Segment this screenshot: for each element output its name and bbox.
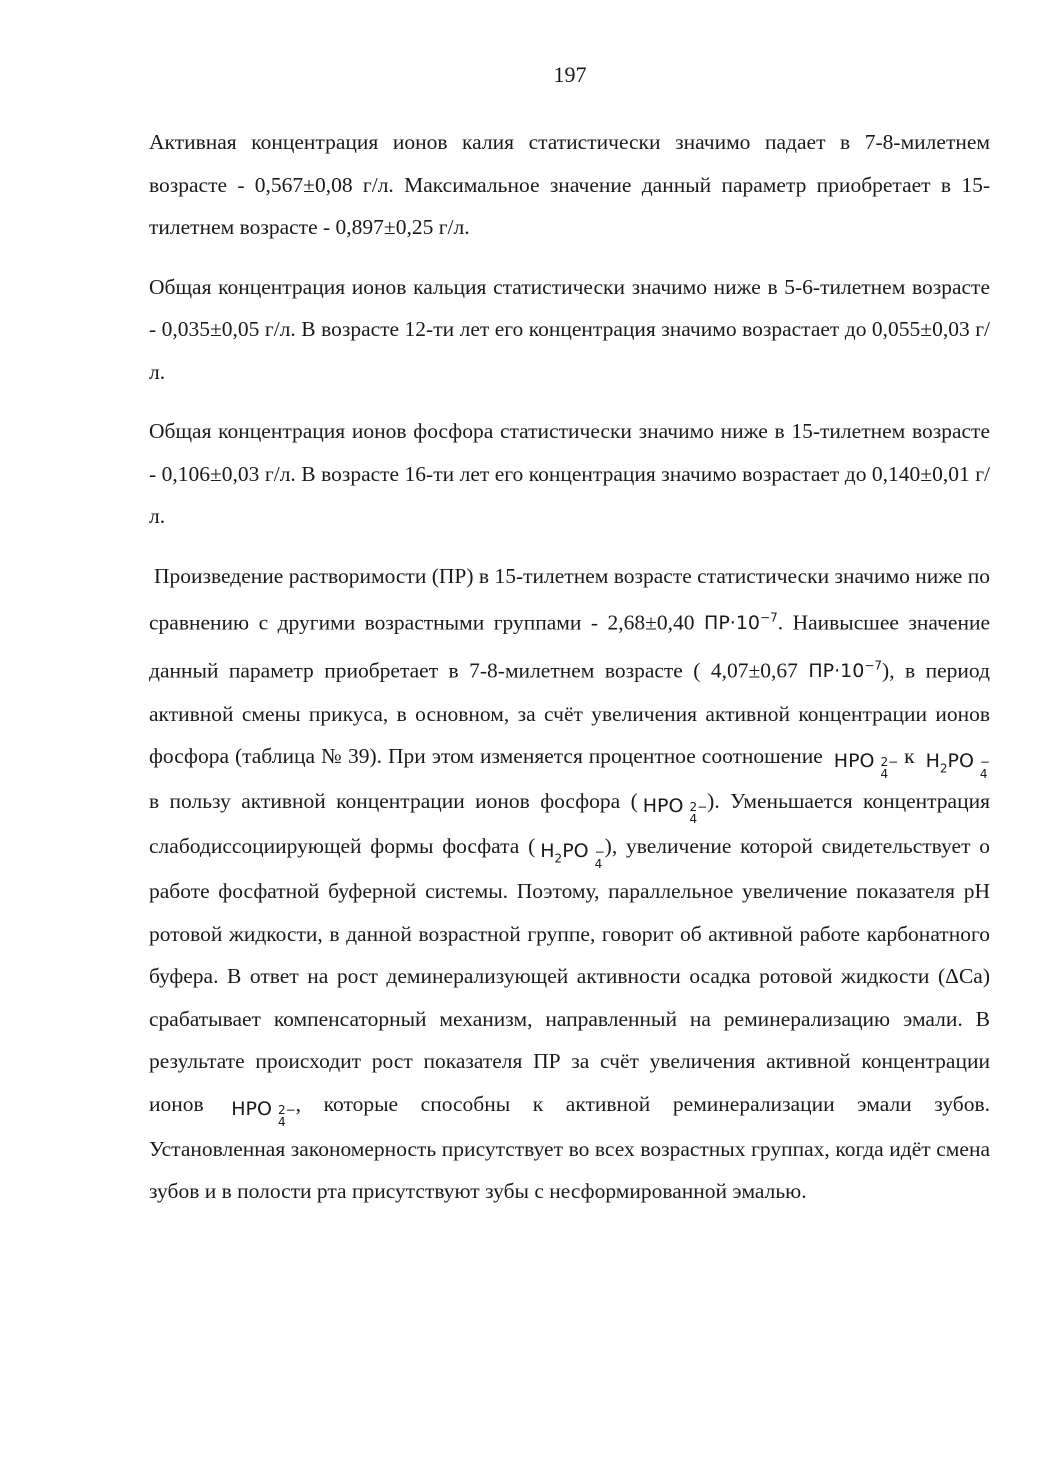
formula-hpo4-1: HPO 2− 4 [833,750,899,782]
page-number: 197 [553,62,587,87]
formula-pr-1: $ПР\cdot 10^{-7}$ [704,611,778,635]
paragraph-phosphorus: Общая концентрация ионов фосфора статистически значимо ниже в 15-тилетнем возрасте - 0,106±0,03 г/л. В возрасте 16-ти лет его концентрация значимо возрастает до 0,140±0,01 г/л. [149,419,990,528]
text-run: ). Уменьшается концентрация слабодиссоциирующей формы фосфата ( [149,789,991,859]
text-run: Произведение растворимости (ПР) в 15-тилетнем возрасте статистически значимо ниже по сравнению с другими возрастными группами - 2,68±0,40 [149,563,990,635]
paragraph-calcium: Общая концентрация ионов кальция статистически значимо ниже в 5-6-тилетнем возрасте - 0,035±0,05 г/л. В возрасте 12-ти лет его концентрация значимо возрастает до 0,055±0,03 г/л. [149,274,990,384]
text-run: ), в период активной смены прикуса, в основном, за счёт увеличения активной концентрации ионов фосфора (таблица № 39). При этом изменяется процентное соотношение [149,658,990,769]
text-run: ), увеличение которой свидетельствует о работе фосфатной буферной системы. Поэтому, параллельное увеличение показателя pH ротовой жидкости, в данной возрастной группе, говорит об активной работе карбонатного буфера. В ответ на рост деминерализующей активности осадка ротовой жидкости (ΔCa) срабатывает компенсаторный механизм, направленный на реминерализацию эмали. В результате происходит рост показателя ПР за счёт увеличения активной концентрации ионов [149,834,990,1116]
paragraph-potassium: Активная концентрация ионов калия статистически значимо падает в 7-8-милетнем возрасте - 0,567±0,08 г/л. Максимальное значение данный параметр приобретает в 15-тилетнем возрасте - 0,897±0,25 г/л. [149,130,990,239]
formula-hpo4-2: HPO 2− 4 [642,795,708,827]
document-body [149,121,990,1213]
paragraph-solubility-product [149,555,990,1213]
formula-pr-2: $ПР\cdot 10^{-7}$ [808,658,883,683]
text-run: . Наивысшее значение данный параметр приобретает в 7-8-милетнем возрасте ( 4,07±0,67 [149,610,990,683]
formula-h2po4-1: $H_2PO$ − 4 [925,750,990,782]
text-run: в пользу активной концентрации ионов фосфора ( [149,789,638,814]
text-run: , которые способны к активной реминерализации эмали зубов. Установленная закономерность присутствует во всех возрастных группах, когда идёт смена зубов и в полости рта присутствуют зубы с несформированной эмалью. [149,1091,990,1204]
formula-h2po4-2: $H_2PO$ − 4 [540,840,605,872]
formula-hpo4-3: HPO 2− 4 [231,1097,296,1129]
text-run: к [898,744,921,769]
